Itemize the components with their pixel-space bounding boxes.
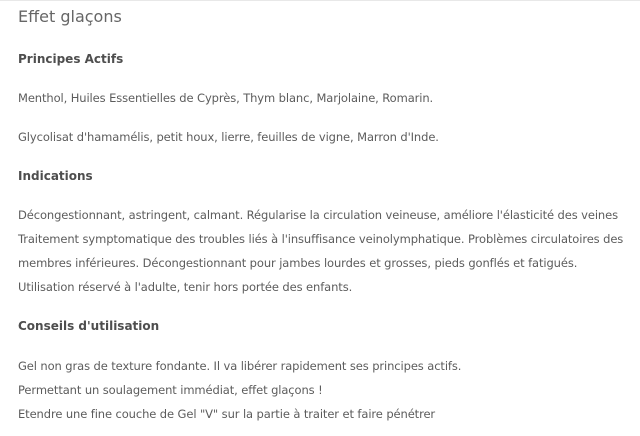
top-divider xyxy=(0,0,640,1)
indications-line: membres inférieures. Décongestionnant pour jambes lourdes et grosses, pieds gonflés et fatigués. xyxy=(18,256,578,270)
indications-line: Traitement symptomatique des troubles liés à l'insuffisance veinolymphatique. Problèmes circulatoires des xyxy=(18,232,624,246)
indications-line: Utilisation réservé à l'adulte, tenir hors portée des enfants. xyxy=(18,280,353,294)
usage-text xyxy=(18,354,461,426)
actives-paragraph-1: Menthol, Huiles Essentielles de Cyprès, Thym blanc, Marjolaine, Romarin. xyxy=(18,91,434,105)
usage-line: Gel non gras de texture fondante. Il va libérer rapidement ses principes actifs. xyxy=(18,359,462,373)
actives-paragraph-2: Glycolisat d'hamamélis, petit houx, lierre, feuilles de vigne, Marron d'Inde. xyxy=(18,130,439,144)
indications-text xyxy=(18,203,623,299)
indications-line: Décongestionnant, astringent, calmant. Régularise la circulation veineuse, améliore l'élasticité des veines xyxy=(18,208,618,222)
section-heading-actives: Principes Actifs xyxy=(18,52,124,66)
section-heading-indications: Indications xyxy=(18,169,93,183)
section-heading-usage: Conseils d'utilisation xyxy=(18,319,160,333)
usage-line: Permettant un soulagement immédiat, effet glaçons ! xyxy=(18,383,323,397)
usage-line: Etendre une fine couche de Gel "V" sur la partie à traiter et faire pénétrer xyxy=(18,407,436,421)
product-title: Effet glaçons xyxy=(18,7,122,26)
